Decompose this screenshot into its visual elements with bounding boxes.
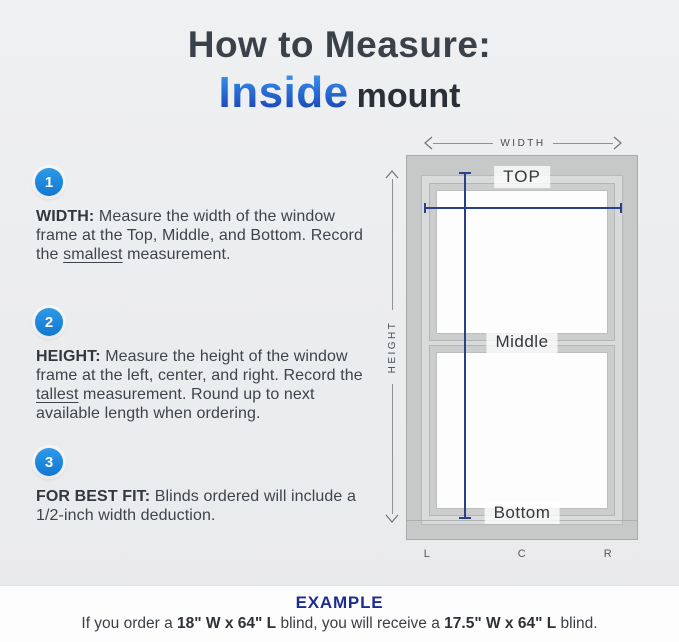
arrow-down-icon [385, 514, 399, 523]
step-1-underlined-word: smallest [63, 246, 123, 263]
window-measure-diagram [380, 136, 670, 576]
step-3 [33, 448, 373, 525]
example-receive-size: 17.5" W x 64" L [444, 615, 557, 632]
width-measure-cap-right [620, 203, 622, 213]
step-3-number-badge: 3 [35, 448, 63, 476]
step-1-number-badge: 1 [35, 168, 63, 196]
height-measure-line [464, 173, 466, 518]
title-line-1: How to Measure: [187, 24, 492, 65]
example-footer [0, 585, 679, 642]
step-3-body: Blinds ordered will include a 1/2-inch width deduction. [36, 488, 356, 524]
step-2-body: Measure the height of the window frame at the left, center, and right. Record the [36, 348, 363, 384]
step-3-text [36, 487, 370, 525]
height-arrow-line-bottom [392, 384, 393, 515]
arrow-right-icon [613, 136, 622, 150]
step-2-lead: HEIGHT: [36, 348, 101, 365]
height-label: HEIGHT [386, 320, 398, 373]
height-arrow-line-top [392, 179, 393, 310]
step-2-number-badge: 2 [35, 308, 63, 336]
height-measure-cap-bottom [459, 517, 471, 519]
example-text-2: blind, you will receive a [276, 615, 445, 632]
width-arrow-line-left [433, 143, 493, 144]
arrow-left-icon [424, 136, 433, 150]
height-measure-cap-top [459, 172, 471, 174]
marker-middle-label: Middle [486, 331, 557, 353]
step-1 [33, 168, 373, 264]
arrow-up-icon [385, 170, 399, 179]
step-2-underlined-word: tallest [36, 386, 79, 403]
example-text [0, 615, 679, 633]
tick-right: R [603, 548, 613, 560]
width-dimension-arrow [424, 136, 622, 150]
width-arrow-line-right [553, 143, 613, 144]
marker-top-label: TOP [494, 166, 550, 188]
example-order-size: 18" W x 64" L [177, 615, 277, 632]
tick-center: C [517, 548, 527, 560]
page-title [0, 24, 679, 118]
window-lower-sash [430, 346, 614, 515]
step-1-body: Measure the width of the window frame at the Top, Middle, and Bottom. Record the [36, 208, 363, 263]
title-suffix: mount [356, 77, 461, 115]
example-text-3: blind. [556, 615, 598, 632]
width-measure-line [425, 207, 621, 209]
height-dimension-arrow [385, 170, 399, 523]
example-text-1: If you order a [81, 615, 178, 632]
step-1-body-end: measurement. [122, 246, 231, 263]
step-1-text [36, 207, 370, 264]
step-1-lead: WIDTH: [36, 208, 95, 225]
step-3-lead: FOR BEST FIT: [36, 488, 151, 505]
width-label: WIDTH [500, 137, 546, 149]
step-2-text [36, 347, 370, 423]
example-heading: EXAMPLE [295, 593, 384, 612]
step-2 [33, 308, 373, 423]
step-2-body-end: measurement. Round up to next available length when ordering. [36, 386, 315, 422]
title-line-2 [0, 68, 679, 118]
title-highlight: Inside [218, 68, 349, 117]
marker-bottom-label: Bottom [485, 502, 560, 524]
width-measure-cap-left [424, 203, 426, 213]
tick-left: L [423, 548, 431, 560]
